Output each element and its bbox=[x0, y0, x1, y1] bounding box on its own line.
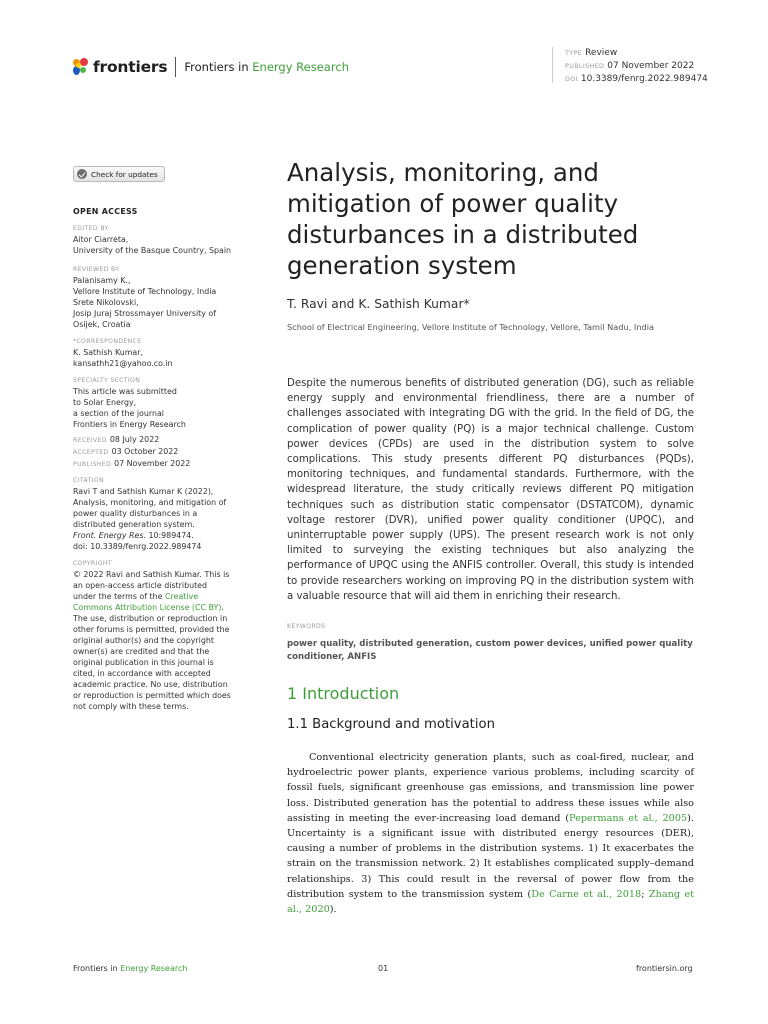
correspondence: *CORRESPONDENCE K. Sathish Kumar, kansathh21@yahoo.co.in bbox=[73, 336, 243, 369]
ref-pepermans-2005[interactable]: Pepermans et al., 2005 bbox=[569, 812, 688, 824]
published-date: 07 November 2022 bbox=[607, 61, 695, 71]
frontiers-logo[interactable] bbox=[73, 57, 349, 77]
keywords-label: KEYWORDS bbox=[287, 623, 326, 630]
affiliation: School of Electrical Engineering, Vellore Institute of Technology, Vellore, Tamil Nadu, India bbox=[287, 322, 654, 332]
edited-by: EDITED BY Aitor Ciarreta, University of the Basque Country, Spain bbox=[73, 225, 232, 255]
body-paragraph: Conventional electricity generation plants, such as coal-fired, nuclear, and hydroelectric power plants, experience various problems, including scarcity of fossil fuels, significant greenhouse gas emissions, and transmission line power loss. Distributed generation has the potential to address these issues while also assisting in meeting the ever-increasing load demand (Pepermans et al., 2005). Uncertainty is a significant issue with distributed energy resources (DER), causing a number of problems in the distribution systems. 1) It exacerbates the strain on the transmission network. 2) It establishes complicated supply–demand relationships. 3) This could result in the reversal of power flow from the distribution system to the transmission system (De Carne et al., 2018; Zhang et al., 2020). bbox=[287, 752, 695, 916]
specialty-section: SPECIALTY SECTION This article was submitted to Solar Energy, a section of the journal Frontiers in Energy Research bbox=[73, 377, 186, 429]
citation: CITATION Ravi T and Sathish Kumar K (2022), Analysis, monitoring, and mitigation of power quality disturbances in a distributed generation system. Front. Energy Res. 10:989474. doi: 10.3389/fenrg.2022.989474 bbox=[73, 475, 243, 552]
doi-link[interactable]: 10.3389/fenrg.2022.989474 bbox=[580, 74, 708, 84]
article-meta: TYPE Review PUBLISHED 07 November 2022 DOI 10.3389/fenrg.2022.989474 bbox=[565, 48, 708, 84]
abstract: Despite the numerous benefits of distributed generation (DG), such as reliable energy supply and environmental friendliness, there are a number of challenges associated with integrating DG with the grid. In the field of DG, the complication of power quality (PQ) is a major technical challenge. Custom power devices (CPDs) are used in the distribution system to solve complications. This study presents different PQ disturbances (PQDs), monitoring techniques, and fundamental standards. Furthermore, with the widespread literature, the study critically reviews different PQ mitigation techniques such as distribution static compensator (DSTATCOM), dynamic voltage restorer (DVR), unified power quality conditioner (UPQC), and uninterruptable power supply (UPS). The present research work is not only limited to surveying the existing techniques but also analyzing the performance of UPQC using the ANFIS controller. Overall, this study is intended to provide researchers working on improving PQ in the distribution system with a valuable resource that will aid them in enriching their research. bbox=[287, 378, 694, 602]
article-dates: RECEIVED 08 July 2022 ACCEPTED 03 October 2022 PUBLISHED 07 November 2022 bbox=[73, 435, 191, 468]
journal-name: Frontiers in Energy Research bbox=[184, 60, 349, 74]
meta-divider bbox=[552, 47, 553, 83]
cc-license-link[interactable]: Creative bbox=[165, 592, 199, 601]
frontiers-mark-icon bbox=[73, 58, 89, 76]
subsection-heading-background: 1.1 Background and motivation bbox=[287, 717, 495, 732]
logo-divider bbox=[175, 57, 176, 77]
keywords: power quality, distributed generation, custom power devices, unified power quality conditioner, ANFIS bbox=[287, 639, 693, 662]
article-type: Review bbox=[585, 48, 618, 58]
ref-zhang-2020[interactable]: Zhang et al., 2020 bbox=[287, 888, 695, 916]
open-access-label: OPEN ACCESS bbox=[73, 207, 138, 216]
citation-doi[interactable]: doi: 10.3389/fenrg.2022.989474 bbox=[73, 542, 202, 551]
check-for-updates-button[interactable]: Check for updates bbox=[73, 166, 165, 182]
article-title: Analysis, monitoring, and mitigation of power quality disturbances in a distributed generation system bbox=[287, 158, 639, 280]
authors: T. Ravi and K. Sathish Kumar* bbox=[287, 297, 470, 311]
check-icon bbox=[77, 169, 87, 179]
ref-de-carne-2018[interactable]: De Carne et al., 2018 bbox=[531, 888, 642, 900]
brand-wordmark: frontiers bbox=[93, 58, 168, 76]
reviewed-by: REVIEWED BY Palanisamy K., Vellore Institute of Technology, India Srete Nikolovski, Josip Juraj Strossmayer University of Osijek, Croatia bbox=[73, 266, 217, 329]
footer-journal: Frontiers in Energy Research bbox=[73, 964, 188, 973]
copyright: COPYRIGHT © 2022 Ravi and Sathish Kumar. This is an open-access article distributed under the terms of the Creative Commons Attribution License (CC BY). The use, distribution or reproduction in other forums is permitted, provided the original author(s) and the copyright owner(s) are credited and that the original publication in this journal is cited, in accordance with accepted academic practice. No use, distribution or reproduction is permitted which does not comply with these terms. bbox=[73, 560, 231, 711]
page-number: 01 bbox=[378, 964, 389, 973]
correspondence-email[interactable]: kansathh21@yahoo.co.in bbox=[73, 359, 173, 368]
cc-license-link-cont[interactable]: Commons Attribution License (CC BY) bbox=[73, 603, 222, 612]
section-heading-introduction: 1 Introduction bbox=[287, 684, 400, 703]
footer-site-link[interactable]: frontiersin.org bbox=[636, 964, 693, 973]
